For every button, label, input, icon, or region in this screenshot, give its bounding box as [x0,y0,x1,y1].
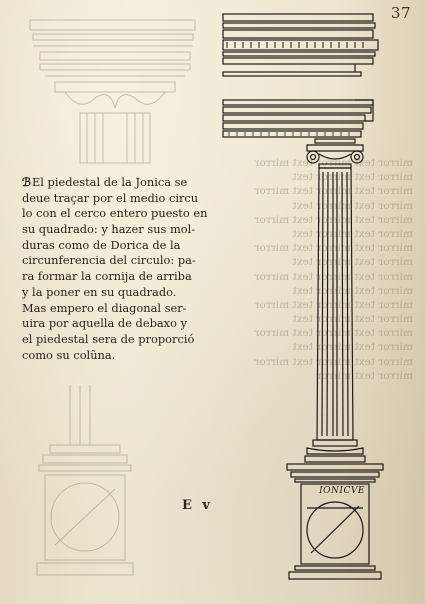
ionic-capital [307,139,363,168]
text-line: deue traçar por el medio circu [22,190,199,205]
architrave [223,100,373,137]
text-line: circunferencia del circulo: pa- [22,253,196,268]
body-text [22,175,212,363]
pedestal [287,464,383,579]
text-line: el piedestal sera de proporció [22,331,195,346]
text-line: duras como de Dorica de la [22,237,181,252]
ionic-column-illustration [215,8,395,583]
pedestal-inscription: IONICVE [319,486,365,496]
text-line: uira por aquella de debaxo y [22,316,188,331]
text-line: ℬEl piedestal de la Jonica se [22,175,188,189]
show-through-pedestal [25,385,145,580]
text-line: su quadrado: y hazer sus mol- [22,222,196,237]
pilcrow-mark: ℬ [22,175,31,189]
signature-mark: E v [182,498,213,513]
dentil-band [227,42,363,48]
folio-number: 37 [390,4,411,22]
text-line: lo con el cerco entero puesto en [22,206,208,221]
column-shaft [317,168,353,440]
text-line: ra formar la cornija de arriba [22,269,192,284]
show-through-text: mirror text mirror text mirror mirror text mirror text mirror text mirror text mirror mirror text mirror text mirror text mirror text mirror mirror text mirror text mirror text mirror text mirror mirror text mirror text mirror text mirror text mirror mirror text mirror text mirror text mirror text mirror mirror text mirror text mirror text mirror text mirror mirror text mirror text mirror text mirror text mirror mirror text mirror [254,157,413,382]
text-line: como su colũna. [22,347,116,362]
text-line: Mas empero el diagonal ser- [22,300,187,315]
show-through-entablature [25,18,200,168]
column-base [305,440,365,462]
text-line: y la poner en su quadrado. [22,284,177,299]
